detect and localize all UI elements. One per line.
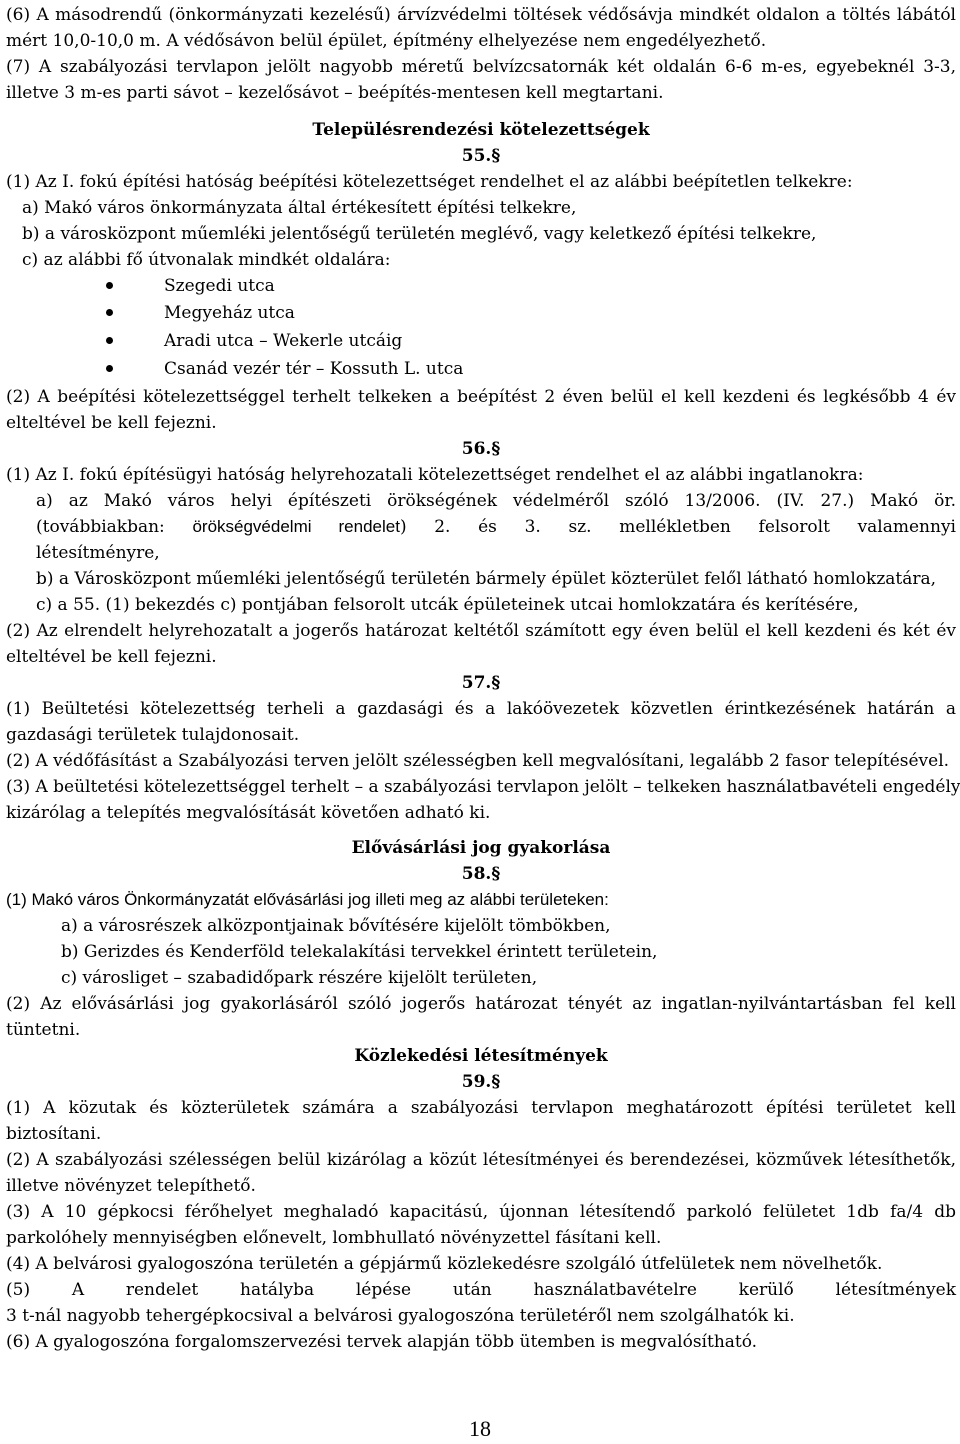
section-symbol: § — [491, 673, 501, 693]
section-symbol: § — [491, 146, 501, 166]
section-number — [6, 436, 956, 462]
section-symbol: § — [491, 1072, 501, 1092]
list-item: a) a városrészek alközpontjainak bővítésére kijelölt tömbökben, — [61, 916, 611, 936]
paragraph-line: (4) A belvárosi gyalogoszóna területén a gépjármű közlekedésre szolgáló útfelületek nem növelhetők. — [6, 1254, 883, 1274]
list-item: b) Gerizdes és Kenderföld telekalakítási tervekkel érintett területein, — [61, 942, 658, 962]
list-item: c) városliget – szabadidőpark részére kijelölt területen, — [61, 968, 538, 988]
paragraph-line: (2) Az elrendelt helyrehozatalt a jogerős határozat keltétől számított egy éven belül el kell kezdeni és két év — [6, 621, 956, 641]
paragraph-line: (1) Makó város Önkormányzatát elővásárlási jog illeti meg az alábbi területeken: — [6, 890, 609, 909]
text-span: ) 2. és 3. sz. mellékletben felsorolt valamennyi — [399, 517, 956, 537]
section-number-text: 59. — [461, 1072, 492, 1092]
list-item: b) a Városközpont műemléki jelentőségű területén bármely épület közterület felől látható homlokzatára, — [36, 569, 937, 589]
section-number — [6, 1069, 956, 1095]
bullet-item — [6, 300, 956, 326]
paragraph-line: (3) A 10 gépkocsi férőhelyet meghaladó kapacitású, újonnan létesítendő parkoló felületet 1db fa/4 db — [6, 1202, 956, 1222]
list-item: b) a városközpont műemléki jelentőségű területén meglévő, vagy keletkező építési telkekre, — [22, 224, 817, 244]
section-number-text: 55. — [461, 146, 492, 166]
paragraph-line: tüntetni. — [6, 1020, 81, 1040]
paragraph-line: (7) A szabályozási tervlapon jelölt nagyobb méretű belvízcsatornák két oldalán 6-6 m-es, egyebeknél 3-3, — [6, 57, 956, 77]
section-number — [6, 670, 956, 696]
bullet-item — [6, 356, 956, 382]
paragraph-line: (1) Beültetési kötelezettség terheli a gazdasági és a lakóövezetek közvetlen érintkezésének határán a — [6, 699, 956, 719]
paragraph-line: mért 10,0-10,0 m. A védősávon belül épület, építmény elhelyezése nem engedélyezhető. — [6, 31, 767, 51]
paragraph-line: (6) A gyalogoszóna forgalomszervezési tervek alapján több ütemben is megvalósítható. — [6, 1332, 758, 1352]
page-number: 18 — [469, 1416, 491, 1441]
section-heading: Elővásárlási jog gyakorlása — [351, 838, 611, 858]
section-heading: Közlekedési létesítmények — [354, 1046, 608, 1066]
list-item-continuation — [36, 514, 956, 540]
paragraph-line: biztosítani. — [6, 1124, 102, 1144]
bullet-icon — [106, 309, 113, 316]
section-symbol: § — [491, 439, 501, 459]
section-number — [6, 143, 956, 169]
list-item: c) a 55. (1) bekezdés c) pontjában felsorolt utcák épületeinek utcai homlokzatára és kerítésére, — [36, 595, 859, 615]
bullet-text: Szegedi utca — [164, 276, 275, 296]
paragraph-line: (1) Az I. fokú építési hatóság beépítési kötelezettséget rendelhet el az alábbi beépítetlen telkekre: — [6, 172, 853, 192]
section-number — [6, 861, 956, 887]
paragraph-line: (2) A védőfásítást a Szabályozási terven jelölt szélességben kell megvalósítani, legalább 2 fasor telepítésével. — [6, 751, 950, 771]
list-item: a) Makó város önkormányzata által értékesített építési telkekre, — [22, 198, 577, 218]
paragraph-line: gazdasági területek tulajdonosait. — [6, 725, 300, 745]
section-number-text: 57. — [461, 673, 492, 693]
list-item-continuation: létesítményre, — [36, 543, 160, 563]
list-item: a) az Makó város helyi építészeti örökségének védelméről szóló 13/2006. (IV. 27.) Makó ör. — [36, 491, 956, 511]
paragraph-line: illetve növényzet telepíthető. — [6, 1176, 256, 1196]
bullet-icon — [106, 365, 113, 372]
paragraph-line: (2) A szabályozási szélességen belül kizárólag a közút létesítményei és berendezései, közművek létesíthetők, — [6, 1150, 956, 1170]
section-symbol: § — [491, 864, 501, 884]
bullet-item — [6, 328, 956, 354]
paragraph-line: parkolóhely mennyiségben előnevelt, lombhullató növényzettel fásítani kell. — [6, 1228, 662, 1248]
section-number-text: 56. — [461, 439, 492, 459]
paragraph-line: (1) A közutak és közterületek számára a szabályozási tervlapon meghatározott építési területet kell — [6, 1098, 956, 1118]
paragraph-line: (3) A beültetési kötelezettséggel terhelt – a szabályozási tervlapon jelölt – telkeken használatbavételi engedély — [6, 777, 960, 797]
paragraph-line: elteltével be kell fejezni. — [6, 413, 217, 433]
paragraph-line: illetve 3 m-es parti sávot – kezelősávot – beépítés-mentesen kell megtartani. — [6, 83, 664, 103]
paragraph-line: kizárólag a telepítés megvalósítását követően adható ki. — [6, 803, 491, 823]
section-heading: Településrendezési kötelezettségek — [312, 120, 650, 140]
paragraph-line: (6) A másodrendű (önkormányzati kezelésű) árvízvédelmi töltések védősávja mindkét oldalon a töltés lábától — [6, 5, 956, 25]
bullet-icon — [106, 337, 113, 344]
bullet-item — [6, 273, 956, 299]
bullet-text: Aradi utca – Wekerle utcáig — [164, 331, 403, 351]
bullet-icon — [106, 282, 113, 289]
paragraph-line: elteltével be kell fejezni. — [6, 647, 217, 667]
paragraph-line: (1) Az I. fokú építésügyi hatóság helyrehozatali kötelezettséget rendelhet el az alábbi ingatlanokra: — [6, 465, 864, 485]
text-span-sans: örökségvédelmi rendelet — [192, 517, 400, 536]
paragraph-line: (2) Az elővásárlási jog gyakorlásáról szóló jogerős határozat tényét az ingatlan-nyilvántartásban fel kell — [6, 994, 956, 1014]
text-span: (továbbiakban: — [36, 517, 193, 537]
paragraph-line: (5) A rendelet hatályba lépése után használatbavételre kerülő létesítmények — [6, 1280, 956, 1300]
bullet-text: Csanád vezér tér – Kossuth L. utca — [164, 359, 464, 379]
list-item: c) az alábbi fő útvonalak mindkét oldalára: — [22, 250, 391, 270]
paragraph-line: (2) A beépítési kötelezettséggel terhelt telkeken a beépítést 2 éven belül el kell kezdeni és legkésőbb 4 év — [6, 387, 956, 407]
section-number-text: 58. — [461, 864, 492, 884]
bullet-text: Megyeház utca — [164, 303, 295, 323]
paragraph-line: 3 t-nál nagyobb tehergépkocsival a belvárosi gyalogoszóna területéről nem szolgálhatók ki. — [6, 1306, 795, 1326]
